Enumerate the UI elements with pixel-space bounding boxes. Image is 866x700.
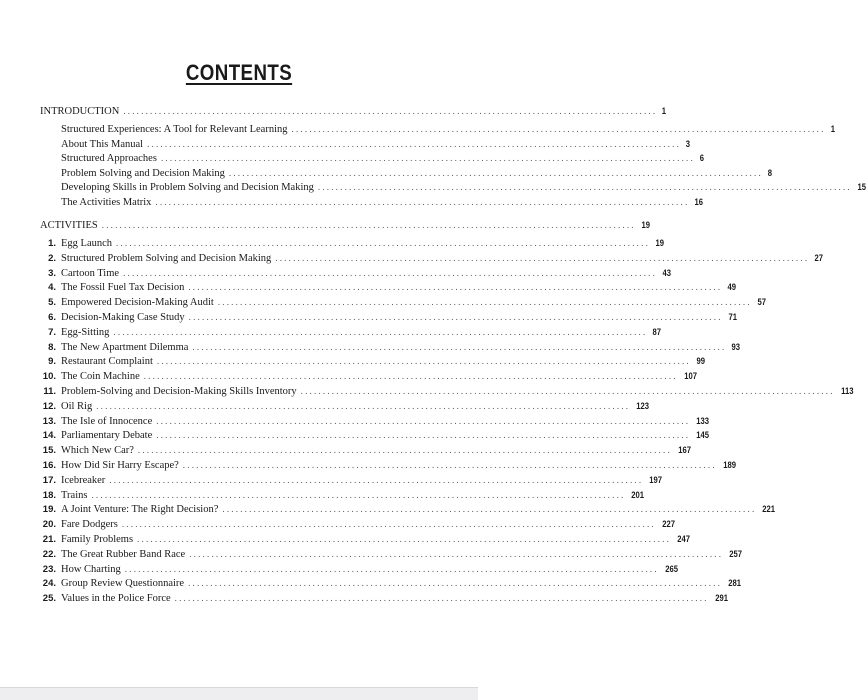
- toc-page-number: 49: [727, 282, 737, 293]
- toc-entry-label: Parliamentary Debate: [61, 430, 153, 442]
- toc-activity-number: 22.: [42, 548, 56, 560]
- toc-page-number: 27: [814, 252, 824, 263]
- toc-entry-label: The New Apartment Dilemma: [61, 341, 189, 353]
- toc-activity-number: 7.: [48, 326, 56, 338]
- toc-activity-entry: [40, 414, 710, 428]
- toc-activity-number: 4.: [48, 282, 56, 294]
- toc-activity-number: 13.: [42, 415, 56, 427]
- toc-activity-number: 12.: [42, 400, 56, 412]
- toc-activity-number: 10.: [42, 371, 56, 383]
- toc-page-number: 257: [729, 548, 743, 559]
- toc-entry: [61, 195, 704, 209]
- toc-entry-label: The Fossil Fuel Tax Decision: [61, 282, 185, 294]
- toc-page-number: 16: [694, 196, 704, 207]
- toc-entry-label: Values in the Police Force: [61, 593, 171, 605]
- toc-page-number: 113: [840, 386, 854, 396]
- toc-activity-entry: [40, 458, 736, 472]
- viewer-bottom-strip: [0, 687, 478, 700]
- toc-activity-entry: [40, 340, 741, 354]
- toc-activity-entry: [40, 443, 691, 457]
- toc-activity-number: 14.: [42, 430, 56, 442]
- toc-activity-entry: [40, 576, 742, 590]
- toc-entry-label: Problem Solving and Decision Making: [61, 167, 225, 179]
- toc-entry-label: Structured Experiences: A Tool for Relevant Learning: [61, 124, 288, 135]
- toc-entry-label: Oil Rig: [61, 400, 93, 412]
- dot-leader: ........................................................................................................................: [291, 124, 826, 134]
- toc-page-number: 19: [641, 220, 650, 230]
- toc-activity-entry: [40, 547, 743, 561]
- toc-activity-entry: [40, 310, 737, 324]
- toc-activity-number: 18.: [42, 489, 56, 501]
- toc-page-number: 93: [731, 341, 741, 352]
- toc-activity-entry: [40, 591, 728, 605]
- dot-leader: ........................................................................................................................: [189, 548, 724, 559]
- dot-leader: ........................................................................................................................: [188, 282, 723, 293]
- toc-section-label: ACTIVITIES: [40, 220, 98, 231]
- toc-page-number: 291: [714, 593, 728, 604]
- toc-activity-number: 11.: [43, 386, 56, 397]
- toc-page-number: 281: [728, 578, 742, 589]
- dot-leader: ........................................................................................................................: [113, 326, 648, 337]
- toc-activity-number: 1.: [48, 238, 56, 249]
- dot-leader: ........................................................................................................................: [91, 489, 626, 500]
- toc-activity-number: 9.: [48, 356, 56, 368]
- toc-page-number: 1: [830, 124, 835, 134]
- dot-leader: ........................................................................................................................: [143, 371, 678, 382]
- dot-leader: ........................................................................................................................: [116, 238, 651, 248]
- toc-entry-label: Decision-Making Case Study: [61, 312, 185, 323]
- dot-leader: ........................................................................................................................: [217, 297, 752, 308]
- dot-leader: ........................................................................................................................: [123, 267, 658, 278]
- dot-leader: ........................................................................................................................: [137, 445, 672, 456]
- toc-page-number: 87: [652, 326, 662, 337]
- toc-entry-label: Restaurant Complaint: [61, 356, 153, 368]
- toc-activity-entry: [40, 428, 710, 442]
- toc-activity-entry: [40, 473, 663, 487]
- dot-leader: ........................................................................................................................: [317, 182, 852, 192]
- dot-leader: ........................................................................................................................: [222, 504, 757, 515]
- toc-entry-label: Which New Car?: [61, 445, 134, 457]
- toc-activity-entry: [40, 532, 691, 546]
- toc-entry-label: Empowered Decision-Making Audit: [61, 297, 214, 309]
- toc-activity-entry: [40, 354, 705, 368]
- page-title: CONTENTS: [185, 60, 293, 85]
- toc-entry-label: The Coin Machine: [61, 371, 140, 383]
- dot-leader: ........................................................................................................................: [156, 430, 691, 441]
- toc-activity-entry: [40, 325, 662, 339]
- toc-activity-number: 19.: [42, 504, 56, 516]
- dot-leader: ........................................................................................................................: [156, 415, 691, 426]
- toc-entry-label: Structured Approaches: [61, 153, 157, 164]
- toc-page-number: 123: [636, 400, 650, 411]
- toc-entry-label: Family Problems: [61, 534, 134, 545]
- dot-leader: ........................................................................................................................: [188, 312, 723, 322]
- dot-leader: ........................................................................................................................: [192, 341, 727, 352]
- toc-activity-entry: [40, 399, 650, 413]
- toc-activity-entry: [40, 517, 675, 531]
- toc-page-number: 1: [662, 106, 667, 116]
- toc-page-number: 201: [631, 489, 645, 500]
- toc-entry-label: Trains: [61, 489, 88, 501]
- toc-page-number: 133: [696, 415, 710, 426]
- toc-entry-label: Structured Problem Solving and Decision Making: [61, 252, 272, 264]
- toc-activity-entry: [40, 488, 645, 502]
- toc-entry-label: About This Manual: [61, 138, 144, 150]
- toc-entry-label: Problem-Solving and Decision-Making Skills Inventory: [61, 386, 297, 397]
- dot-leader: ........................................................................................................................: [147, 138, 682, 149]
- toc-page-number: 8: [767, 167, 772, 178]
- toc-activity-number: 16.: [42, 460, 56, 471]
- dot-leader: ........................................................................................................................: [174, 593, 709, 604]
- toc-entry-label: Icebreaker: [61, 474, 106, 486]
- toc-page-number: 43: [662, 267, 672, 278]
- toc-page-number: 189: [723, 460, 736, 470]
- dot-leader: ........................................................................................................................: [228, 167, 763, 178]
- dot-leader: ........................................................................................................................: [155, 196, 690, 207]
- toc-entry: [61, 122, 835, 136]
- toc-activity-number: 17.: [42, 474, 56, 486]
- toc-activity-entry: [40, 369, 697, 383]
- toc-activity-entry: [40, 280, 737, 294]
- toc-entry-label: Egg Launch: [61, 238, 113, 249]
- toc-activity-entry: [40, 562, 678, 576]
- toc-entry-label: Developing Skills in Problem Solving and Decision Making: [61, 182, 314, 193]
- toc-activity-number: 15.: [42, 445, 56, 457]
- dot-leader: ........................................................................................................................: [123, 106, 658, 116]
- toc-activity-entry: [40, 251, 824, 265]
- toc-activity-entry: [40, 384, 854, 398]
- toc-page-number: 227: [662, 519, 675, 530]
- toc-entry: [61, 166, 772, 180]
- toc-activity-entry: [40, 295, 766, 309]
- toc-activity-number: 5.: [48, 297, 56, 309]
- toc-page-number: 57: [757, 297, 766, 308]
- dot-leader: ........................................................................................................................: [137, 534, 672, 544]
- toc-entry-label: The Activities Matrix: [61, 196, 152, 208]
- toc-activity-number: 24.: [42, 578, 56, 590]
- toc-entry: [61, 151, 704, 165]
- toc-page-number: 3: [685, 138, 691, 149]
- toc-section-label: INTRODUCTION: [40, 106, 120, 117]
- toc-section-activities: [40, 218, 650, 232]
- toc-activity-number: 25.: [42, 593, 56, 605]
- dot-leader: ........................................................................................................................: [160, 153, 695, 163]
- toc-page-number: 221: [762, 504, 776, 515]
- toc-activity-number: 6.: [48, 312, 56, 323]
- toc-entry-label: The Great Rubber Band Race: [61, 548, 186, 560]
- toc-page-number: 107: [683, 371, 697, 382]
- toc-activity-entry: [40, 502, 776, 516]
- toc-activity-entry: [40, 266, 672, 280]
- toc-page-number: 265: [665, 563, 678, 574]
- toc-page-number: 15: [857, 182, 866, 192]
- toc-activity-number: 21.: [42, 534, 56, 545]
- toc-activity-entry: [40, 236, 665, 250]
- toc-page-number: 145: [696, 430, 710, 441]
- dot-leader: ........................................................................................................................: [300, 386, 835, 396]
- toc-entry: [61, 137, 691, 151]
- toc-entry-label: Cartoon Time: [61, 267, 120, 279]
- toc-entry-label: The Isle of Innocence: [61, 415, 153, 427]
- toc-page-number: 247: [677, 534, 691, 544]
- dot-leader: ........................................................................................................................: [124, 563, 659, 574]
- dot-leader: ........................................................................................................................: [188, 578, 723, 589]
- toc-page-number: 99: [696, 356, 705, 367]
- toc-activity-number: 8.: [48, 341, 56, 353]
- toc-entry-label: Egg-Sitting: [61, 326, 110, 338]
- toc-page-number: 167: [678, 445, 691, 456]
- dot-leader: ........................................................................................................................: [121, 519, 656, 530]
- toc-entry-label: How Charting: [61, 563, 121, 575]
- toc-activity-number: 20.: [42, 519, 56, 531]
- toc-entry-label: A Joint Venture: The Right Decision?: [61, 504, 219, 516]
- toc-entry-label: How Did Sir Harry Escape?: [61, 460, 179, 471]
- toc-entry-label: Fare Dodgers: [61, 519, 118, 531]
- toc-section-introduction: [40, 104, 667, 118]
- dot-leader: ........................................................................................................................: [182, 460, 717, 470]
- dot-leader: ........................................................................................................................: [101, 220, 636, 230]
- toc-page-number: 19: [655, 238, 665, 248]
- toc-entry-label: Group Review Questionnaire: [61, 578, 185, 590]
- toc-page-number: 71: [728, 312, 737, 322]
- dot-leader: ........................................................................................................................: [156, 356, 691, 367]
- toc-activity-number: 2.: [48, 252, 56, 264]
- toc-page-number: 197: [649, 474, 663, 485]
- toc-activity-number: 23.: [42, 563, 56, 575]
- dot-leader: ........................................................................................................................: [275, 252, 810, 263]
- toc-entry: [61, 180, 866, 194]
- toc-page-number: 6: [699, 153, 704, 163]
- dot-leader: ........................................................................................................................: [109, 474, 644, 485]
- dot-leader: ........................................................................................................................: [96, 400, 631, 411]
- toc-activity-number: 3.: [48, 267, 56, 279]
